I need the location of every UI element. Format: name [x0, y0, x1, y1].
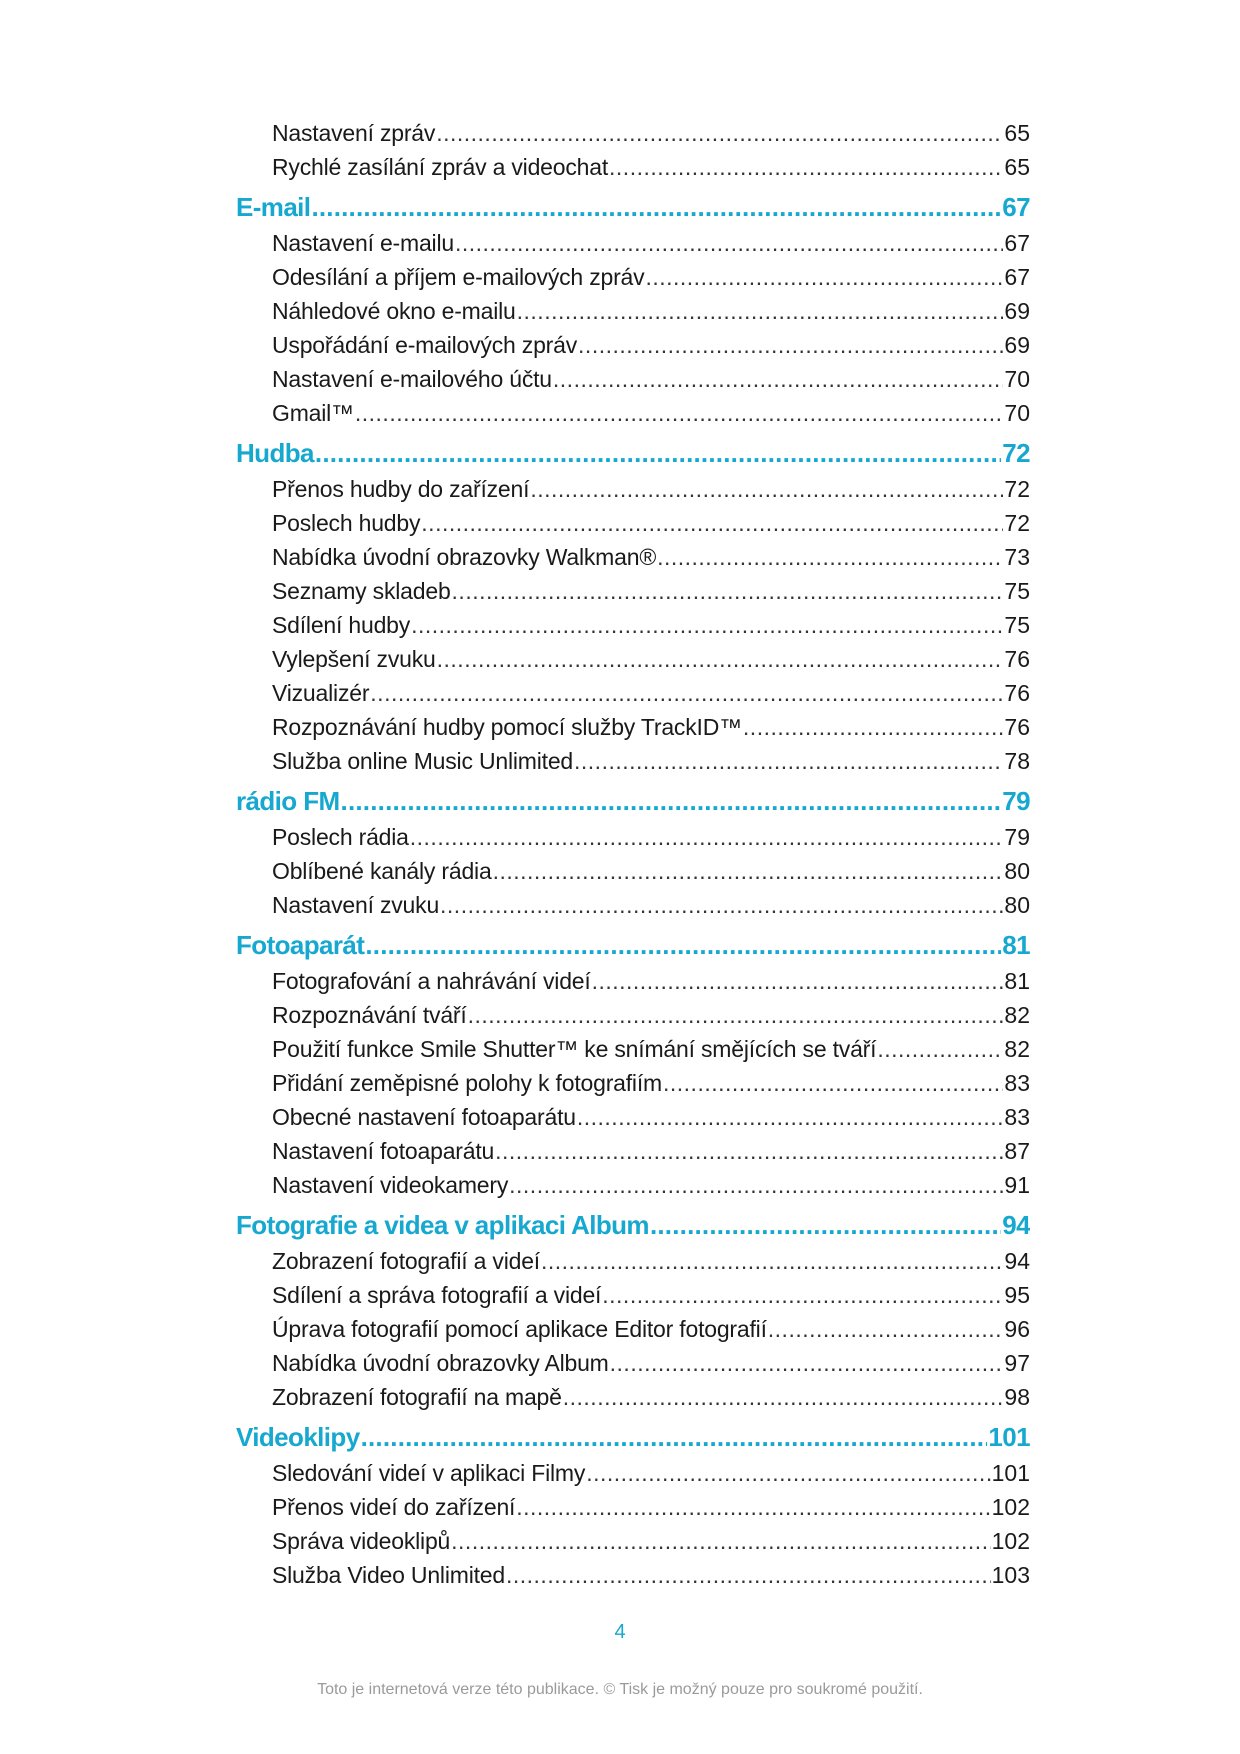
toc-entry-title: Sdílení hudby: [272, 612, 411, 638]
toc-entry-page: 67: [1004, 230, 1030, 256]
toc-entry-row: [236, 784, 1030, 818]
toc-section-entry[interactable]: [0, 822, 1240, 856]
toc-entry-page: 67: [1004, 264, 1030, 290]
toc-entry-row: [272, 1526, 1030, 1556]
toc-entry-title: Nastavení e-mailu: [272, 230, 454, 256]
toc-entry-row: [272, 1034, 1030, 1064]
toc-entry-row: [272, 296, 1030, 326]
toc-leader-dots: [493, 856, 1004, 886]
toc-entry-row: [272, 1170, 1030, 1200]
toc-entry-page: 70: [1004, 366, 1030, 392]
toc-leader-dots: [455, 228, 1003, 258]
toc-entry-page: 82: [1004, 1002, 1030, 1028]
toc-entry-page: 69: [1004, 332, 1030, 358]
toc-section-entry[interactable]: [0, 296, 1240, 330]
footer-notice: Toto je internetová verze této publikace. © Tisk je možný pouze pro soukromé použití.: [317, 1681, 923, 1698]
toc-entry-page: 65: [1004, 120, 1030, 146]
toc-entry-page: 79: [1004, 824, 1030, 850]
toc-entry-row: [272, 398, 1030, 428]
toc-entry-title: Poslech rádia: [272, 824, 409, 850]
toc-leader-dots: [437, 644, 1004, 674]
toc-entry-title: Úprava fotografií pomocí aplikace Editor fotografií: [272, 1316, 767, 1342]
toc-section-entry[interactable]: [0, 118, 1240, 152]
toc-entry-row: [272, 1280, 1030, 1310]
toc-section-entry[interactable]: [0, 508, 1240, 542]
toc-entry-row: [272, 966, 1030, 996]
toc-entry-page: 69: [1004, 298, 1030, 324]
toc-section-entry[interactable]: [0, 364, 1240, 398]
toc-chapter-entry[interactable]: [0, 1420, 1240, 1458]
toc-entry-row: [272, 474, 1030, 504]
toc-section-entry[interactable]: [0, 1280, 1240, 1314]
toc-leader-dots: [657, 542, 1003, 572]
toc-entry-page: 102: [991, 1494, 1030, 1520]
toc-entry-row: [272, 1382, 1030, 1412]
toc-entry-row: [272, 1246, 1030, 1276]
toc-leader-dots: [610, 1348, 1004, 1378]
toc-section-entry[interactable]: [0, 890, 1240, 924]
toc-leader-dots: [452, 576, 1004, 606]
toc-leader-dots: [768, 1314, 1004, 1344]
toc-entry-row: [236, 1208, 1030, 1242]
toc-entry-title: Přidání zeměpisné polohy k fotografiím: [272, 1070, 662, 1096]
toc-entry-title: Nastavení zpráv: [272, 120, 436, 146]
toc-entry-row: [272, 152, 1030, 182]
toc-leader-dots: [577, 1102, 1004, 1132]
toc-entry-title: Fotoaparát: [236, 930, 365, 960]
toc-section-entry[interactable]: [0, 1314, 1240, 1348]
toc-chapter-entry[interactable]: [0, 190, 1240, 228]
toc-leader-dots: [530, 474, 1003, 504]
toc-leader-dots: [563, 1382, 1004, 1412]
toc-section-entry[interactable]: [0, 1102, 1240, 1136]
toc-leader-dots: [578, 330, 1003, 360]
toc-entry-title: Použití funkce Smile Shutter™ ke snímání smějících se tváří: [272, 1036, 877, 1062]
toc-entry-title: Sdílení a správa fotografií a videí: [272, 1282, 602, 1308]
toc-entry-title: Náhledové okno e-mailu: [272, 298, 516, 324]
toc-entry-row: [272, 228, 1030, 258]
toc-leader-dots: [440, 890, 1003, 920]
toc-entry-row: [272, 576, 1030, 606]
toc-section-entry[interactable]: [0, 152, 1240, 186]
toc-leader-dots: [743, 712, 1003, 742]
toc-entry-title: Nastavení e-mailového účtu: [272, 366, 552, 392]
toc-entry-row: [272, 610, 1030, 640]
toc-section-entry[interactable]: [0, 856, 1240, 890]
toc-leader-dots: [609, 152, 1003, 182]
toc-leader-dots: [311, 190, 1001, 224]
toc-entry-title: Přenos videí do zařízení: [272, 1494, 516, 1520]
toc-entry-title: Videoklipy: [236, 1422, 360, 1452]
toc-section-entry[interactable]: [0, 1560, 1240, 1594]
toc-entry-row: [272, 1068, 1030, 1098]
toc-entry-page: 70: [1004, 400, 1030, 426]
toc-leader-dots: [315, 436, 1001, 470]
toc-entry-page: 83: [1004, 1070, 1030, 1096]
toc-entry-page: 97: [1004, 1350, 1030, 1376]
toc-entry-title: Fotografování a nahrávání videí: [272, 968, 591, 994]
toc-chapter-entry[interactable]: [0, 928, 1240, 966]
toc-entry-title: E-mail: [236, 192, 311, 222]
toc-entry-row: [272, 1560, 1030, 1590]
toc-entry-row: [272, 1458, 1030, 1488]
toc-section-entry[interactable]: [0, 1136, 1240, 1170]
toc-entry-page: 72: [1004, 476, 1030, 502]
toc-entry-title: Nastavení zvuku: [272, 892, 440, 918]
toc-leader-dots: [411, 610, 1003, 640]
toc-leader-dots: [541, 1246, 1003, 1276]
toc-entry-page: 79: [1002, 786, 1030, 816]
toc-section-entry[interactable]: [0, 1492, 1240, 1526]
toc-section-entry[interactable]: [0, 1348, 1240, 1382]
toc-entry-page: 80: [1004, 892, 1030, 918]
toc-entry-row: [272, 822, 1030, 852]
toc-entry-row: [272, 746, 1030, 776]
toc-entry-row: [272, 1102, 1030, 1132]
toc-leader-dots: [586, 1458, 990, 1488]
toc-leader-dots: [602, 1280, 1003, 1310]
toc-entry-row: [272, 1492, 1030, 1522]
toc-section-entry[interactable]: [0, 712, 1240, 746]
toc-entry-title: Zobrazení fotografií na mapě: [272, 1384, 562, 1410]
toc-entry-title: Rozpoznávání tváří: [272, 1002, 467, 1028]
toc-entry-page: 76: [1004, 646, 1030, 672]
toc-entry-row: [272, 678, 1030, 708]
toc-entry-row: [236, 1420, 1030, 1454]
toc-entry-title: Služba Video Unlimited: [272, 1562, 505, 1588]
toc-section-entry[interactable]: [0, 398, 1240, 432]
toc-entry-title: Uspořádání e-mailových zpráv: [272, 332, 578, 358]
toc-entry-row: [236, 928, 1030, 962]
toc-leader-dots: [516, 1492, 990, 1522]
toc-entry-row: [272, 364, 1030, 394]
toc-leader-dots: [509, 1170, 1003, 1200]
toc-section-entry[interactable]: [0, 1526, 1240, 1560]
toc-entry-title: Nastavení fotoaparátu: [272, 1138, 495, 1164]
toc-section-entry[interactable]: [0, 1034, 1240, 1068]
toc-section-entry[interactable]: [0, 610, 1240, 644]
toc-entry-row: [272, 330, 1030, 360]
toc-entry-page: 67: [1002, 192, 1030, 222]
toc-entry-page: 73: [1004, 544, 1030, 570]
toc-entry-row: [272, 118, 1030, 148]
toc-entry-title: Nastavení videokamery: [272, 1172, 509, 1198]
toc-entry-row: [272, 1348, 1030, 1378]
toc-entry-page: 101: [988, 1422, 1030, 1452]
toc-entry-title: Sledování videí v aplikaci Filmy: [272, 1460, 586, 1486]
toc-leader-dots: [495, 1136, 1003, 1166]
toc-section-entry[interactable]: [0, 644, 1240, 678]
toc-entry-title: Přenos hudby do zařízení: [272, 476, 530, 502]
toc-section-entry[interactable]: [0, 1246, 1240, 1280]
toc-section-entry[interactable]: [0, 1170, 1240, 1204]
toc-section-entry[interactable]: [0, 262, 1240, 296]
toc-leader-dots: [361, 1420, 988, 1454]
toc-section-entry[interactable]: [0, 678, 1240, 712]
toc-entry-page: 91: [1004, 1172, 1030, 1198]
toc-entry-title: Hudba: [236, 438, 314, 468]
toc-leader-dots: [645, 262, 1003, 292]
toc-entry-title: Zobrazení fotografií a videí: [272, 1248, 540, 1274]
toc-section-entry[interactable]: [0, 474, 1240, 508]
toc-entry-page: 81: [1004, 968, 1030, 994]
toc-entry-page: 76: [1004, 714, 1030, 740]
toc-chapter-entry[interactable]: [0, 1208, 1240, 1246]
toc-leader-dots: [574, 746, 1003, 776]
toc-chapter-entry[interactable]: [0, 784, 1240, 822]
toc-entry-row: [272, 1136, 1030, 1166]
toc-entry-page: 101: [991, 1460, 1030, 1486]
toc-leader-dots: [592, 966, 1004, 996]
toc-entry-title: Seznamy skladeb: [272, 578, 451, 604]
toc-leader-dots: [877, 1034, 1003, 1064]
toc-leader-dots: [341, 784, 1002, 818]
toc-entry-page: 94: [1002, 1210, 1030, 1240]
toc-section-entry[interactable]: [0, 1068, 1240, 1102]
toc-entry-page: 76: [1004, 680, 1030, 706]
toc-section-entry[interactable]: [0, 746, 1240, 780]
toc-entry-title: Gmail™: [272, 400, 354, 426]
toc-section-entry[interactable]: [0, 576, 1240, 610]
toc-entry-row: [272, 1314, 1030, 1344]
toc-leader-dots: [410, 822, 1004, 852]
toc-leader-dots: [451, 1526, 990, 1556]
toc-entry-page: 80: [1004, 858, 1030, 884]
table-of-contents: [0, 118, 1240, 1594]
page-number: 4: [614, 1621, 626, 1643]
toc-entry-row: [236, 436, 1030, 470]
toc-entry-row: [236, 190, 1030, 224]
toc-leader-dots: [506, 1560, 991, 1590]
toc-entry-page: 81: [1002, 930, 1030, 960]
toc-entry-page: 83: [1004, 1104, 1030, 1130]
toc-entry-title: Rozpoznávání hudby pomocí služby TrackID™: [272, 714, 742, 740]
toc-leader-dots: [650, 1208, 1001, 1242]
toc-entry-row: [272, 890, 1030, 920]
toc-entry-title: Vylepšení zvuku: [272, 646, 436, 672]
toc-entry-page: 96: [1004, 1316, 1030, 1342]
toc-section-entry[interactable]: [0, 330, 1240, 364]
toc-leader-dots: [663, 1068, 1003, 1098]
toc-entry-row: [272, 856, 1030, 886]
toc-entry-title: Odesílání a příjem e-mailových zpráv: [272, 264, 645, 290]
toc-entry-page: 65: [1004, 154, 1030, 180]
toc-chapter-entry[interactable]: [0, 436, 1240, 474]
toc-entry-page: 75: [1004, 612, 1030, 638]
toc-section-entry[interactable]: [0, 542, 1240, 576]
toc-leader-dots: [517, 296, 1004, 326]
toc-entry-row: [272, 262, 1030, 292]
toc-entry-row: [272, 508, 1030, 538]
toc-entry-row: [272, 542, 1030, 572]
toc-entry-title: Fotografie a videa v aplikaci Album: [236, 1210, 649, 1240]
toc-entry-page: 72: [1002, 438, 1030, 468]
toc-entry-title: rádio FM: [236, 786, 340, 816]
toc-leader-dots: [421, 508, 1003, 538]
toc-section-entry[interactable]: [0, 1000, 1240, 1034]
toc-entry-row: [272, 1000, 1030, 1030]
toc-section-entry[interactable]: [0, 228, 1240, 262]
toc-entry-page: 95: [1004, 1282, 1030, 1308]
toc-entry-page: 98: [1004, 1384, 1030, 1410]
toc-section-entry[interactable]: [0, 1458, 1240, 1492]
toc-entry-title: Služba online Music Unlimited: [272, 748, 574, 774]
toc-leader-dots: [468, 1000, 1004, 1030]
toc-entry-page: 82: [1004, 1036, 1030, 1062]
toc-entry-title: Nabídka úvodní obrazovky Walkman®: [272, 544, 657, 570]
toc-leader-dots: [365, 928, 1001, 962]
toc-entry-title: Poslech hudby: [272, 510, 421, 536]
toc-section-entry[interactable]: [0, 966, 1240, 1000]
toc-entry-page: 78: [1004, 748, 1030, 774]
toc-entry-title: Rychlé zasílání zpráv a videochat: [272, 154, 609, 180]
toc-entry-page: 72: [1004, 510, 1030, 536]
toc-entry-page: 103: [991, 1562, 1030, 1588]
toc-entry-title: Správa videoklipů: [272, 1528, 451, 1554]
toc-entry-row: [272, 644, 1030, 674]
toc-section-entry[interactable]: [0, 1382, 1240, 1416]
toc-entry-title: Vizualizér: [272, 680, 370, 706]
toc-entry-page: 75: [1004, 578, 1030, 604]
toc-leader-dots: [553, 364, 1004, 394]
toc-entry-page: 87: [1004, 1138, 1030, 1164]
toc-entry-title: Nabídka úvodní obrazovky Album: [272, 1350, 609, 1376]
toc-leader-dots: [370, 678, 1003, 708]
toc-entry-title: Oblíbené kanály rádia: [272, 858, 492, 884]
toc-entry-title: Obecné nastavení fotoaparátu: [272, 1104, 576, 1130]
toc-leader-dots: [355, 398, 1004, 428]
toc-entry-page: 94: [1004, 1248, 1030, 1274]
toc-leader-dots: [436, 118, 1003, 148]
toc-entry-row: [272, 712, 1030, 742]
toc-entry-page: 102: [991, 1528, 1030, 1554]
